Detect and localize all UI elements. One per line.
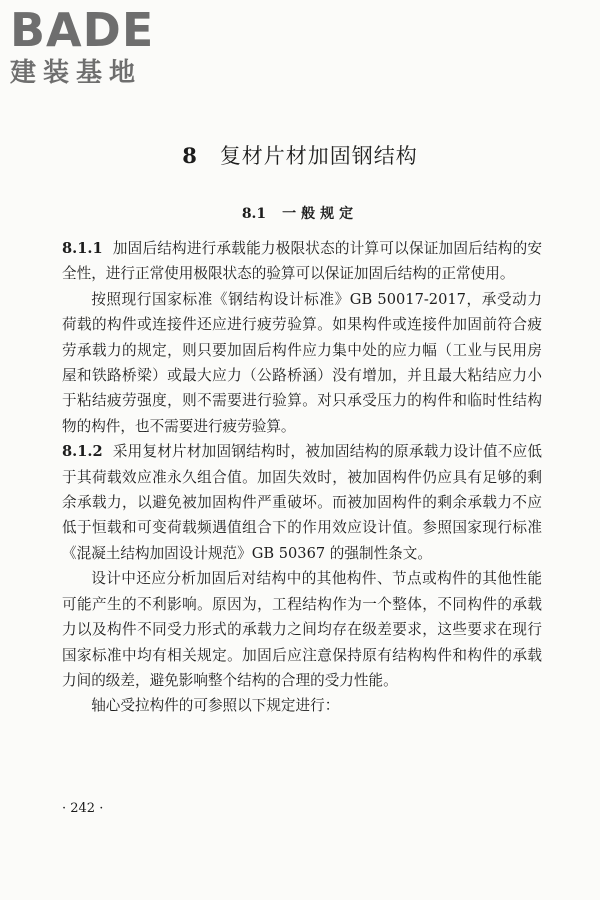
paragraph: 按照现行国家标准《钢结构设计标准》GB 50017-2017，承受动力荷载的构件或连接件还应进行疲劳验算。如果构件或连接件加固前符合疲劳承载力的规定，则只要加固后构件应力集中处的应力幅（工业与民用房屋和铁路桥梁）或最大应力（公路桥涵）没有增加，并且最大粘结应力小于粘结疲劳强度，则不需要进行验算。对只承受压力的构件和临时性结构物的构件，也不需要进行疲劳验算。 bbox=[62, 290, 542, 435]
logo-mark: BADE bbox=[10, 3, 155, 57]
chapter-heading bbox=[0, 140, 600, 170]
section-heading bbox=[0, 203, 600, 223]
clause-number: 8.1.2 bbox=[62, 443, 103, 461]
clause-number: 8.1.1 bbox=[62, 240, 103, 257]
paragraph bbox=[62, 439, 542, 566]
logo bbox=[10, 3, 180, 88]
paragraph: 轴心受拉构件的可参照以下规定进行： bbox=[91, 697, 340, 715]
chapter-number: 8 bbox=[182, 143, 198, 168]
chapter-title: 复材片材加固钢结构 bbox=[219, 144, 418, 168]
body-text bbox=[62, 236, 542, 719]
paragraph-text: 采用复材片材加固钢结构时，被加固结构的原承载力设计值不应低于其荷载效应准永久组合值。加固失效时，被加固构件仍应具有足够的剩余承载力，以避免被加固构件严重破坏。而被加固构件的剩余承载力不应低于恒载和可变荷载频遇值组合下的作用效应设计值。参照国家现行标准《混凝土结构加固设计规范》GB 50367 的强制性条文。 bbox=[62, 443, 542, 562]
section-title: 一般规定 bbox=[282, 206, 359, 222]
paragraph-text: 加固后结构进行承载能力极限状态的计算可以保证加固后结构的安全性，进行正常使用极限状态的验算可以保证加固后结构的正常使用。 bbox=[62, 240, 542, 283]
section-number: 8.1 bbox=[241, 206, 267, 222]
logo-subtitle: 建装基地 bbox=[10, 58, 143, 88]
page-number: · 242 · bbox=[62, 801, 104, 816]
paragraph: 设计中还应分析加固后对结构中的其他构件、节点或构件的其他性能可能产生的不利影响。原因为，工程结构作为一个整体，不同构件的承载力以及构件不同受力形式的承载力之间均存在级差要求，这些要求在现行国家标准中均有相关规定。加固后应注意保持原有结构构件和构件的承载力间的级差，避免影响整个结构的合理的受力性能。 bbox=[62, 570, 542, 689]
paragraph bbox=[62, 236, 542, 287]
